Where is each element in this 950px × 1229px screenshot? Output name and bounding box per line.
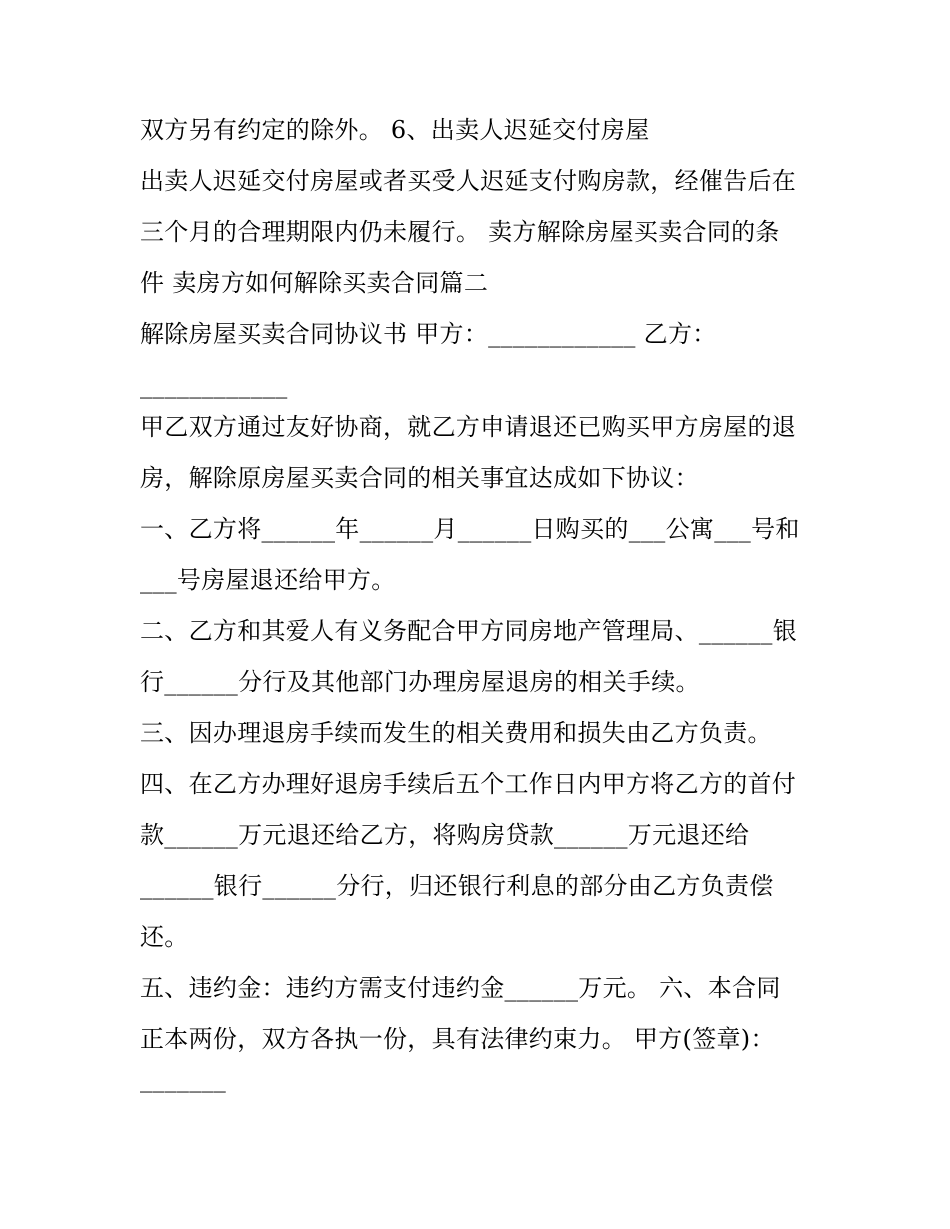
clause-1: 一、乙方将______年______月______日购买的___公寓___号和 [140,515,800,543]
clause-4-cont: 款______万元退还给乙方，将购房贷款______万元退还给 [140,821,750,849]
clause-1-cont: ___号房屋退还给甲方。 [140,566,396,594]
clause-4: 四、在乙方办理好退房手续后五个工作日内甲方将乙方的首付 [140,770,797,798]
clause-6-cont: 正本两份，双方各执一份，具有法律约束力。 甲方(签章)： [140,1025,775,1053]
clause-4-cont: ______银行______分行，归还银行利息的部分由乙方负责偿 [140,872,774,900]
clause-5: 五、违约金：违约方需支付违约金______万元。 六、本合同 [140,974,781,1002]
party-b-blank: ____________ [140,371,288,399]
text-line: 房，解除原房屋买卖合同的相关事宜达成如下协议： [140,464,699,492]
section-heading: 件 卖房方如何解除买卖合同篇二 [140,269,489,297]
text-line: 甲乙双方通过友好协商，就乙方申请退还已购买甲方房屋的退 [140,413,797,441]
agreement-title-line: 解除房屋买卖合同协议书 甲方：____________ 乙方： [140,320,717,348]
clause-4-cont: 还。 [140,923,189,951]
text-line: 三个月的合理期限内仍未履行。 卖方解除房屋买卖合同的条 [140,218,780,246]
text-line: 双方另有约定的除外。 6、出卖人迟延交付房屋 [140,116,650,144]
clause-3: 三、因办理退房手续而发生的相关费用和损失由乙方负责。 [140,719,772,747]
clause-2: 二、乙方和其爱人有义务配合甲方同房地产管理局、______银 [140,617,797,645]
clause-2-cont: 行______分行及其他部门办理房屋退房的相关手续。 [140,668,700,696]
signature-blank: _______ [140,1065,227,1093]
text-line: 出卖人迟延交付房屋或者买受人迟延支付购房款，经催告后在 [140,167,797,195]
